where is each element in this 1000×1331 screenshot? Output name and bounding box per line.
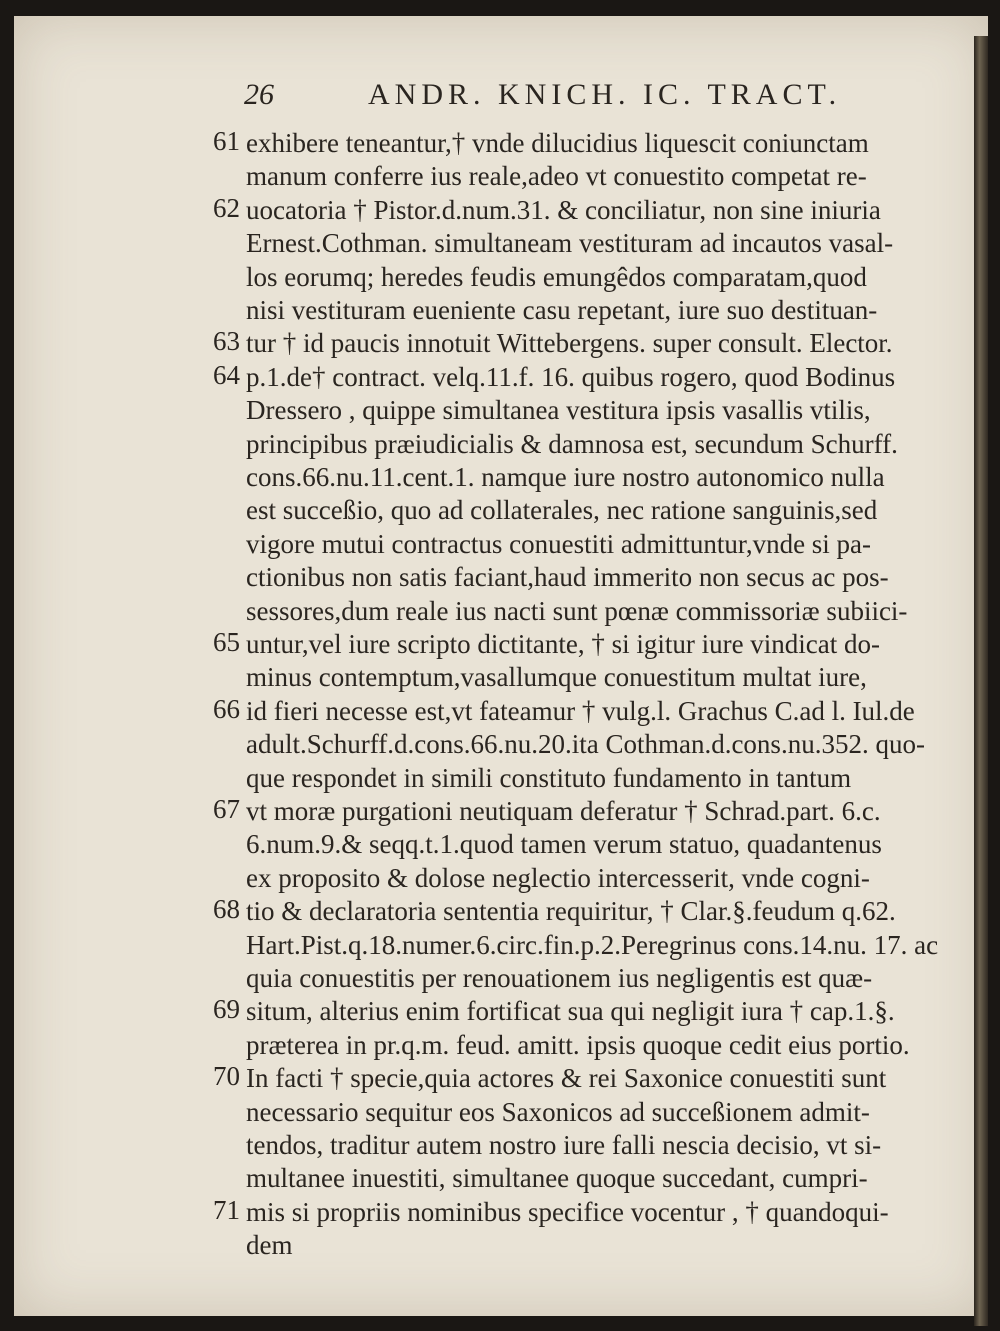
line-text: id fieri necesse est,vt fateamur † vulg.l. Grachus C.ad l. Iul.de: [246, 695, 915, 726]
page-number: 26: [244, 78, 274, 111]
line-text: cons.66.nu.11.cent.1. namque iure nostro autonomico nulla: [246, 462, 885, 492]
line-text: principibus præiudicialis & damnosa est, secundum Schurff.: [246, 428, 898, 459]
line-text: tur † id paucis innotuit Wittebergens. super consult. Elector.: [246, 328, 893, 359]
margin-note-number: 68: [213, 894, 240, 925]
margin-note-number: 70: [213, 1061, 240, 1092]
line-text: tendos, traditur autem nostro iure falli nescia decisio, vt si-: [246, 1130, 882, 1160]
line-text: vigore mutui contractus conuestiti admittuntur,vnde si pa-: [246, 528, 872, 559]
line-text: præterea in pr.q.m. feud. amitt. ipsis quoque cedit eius portio.: [246, 1029, 910, 1060]
margin-note-number: 65: [213, 627, 240, 657]
line-text: Hart.Pist.q.18.numer.6.circ.fin.p.2.Peregrinus cons.14.nu. 17. ac: [246, 929, 939, 960]
line-text: In facti † specie,quia actores & rei Saxonice conuestiti sunt: [246, 1063, 887, 1094]
line-text: los eorumq; heredes feudis emungêdos comparatam,quod: [246, 261, 867, 292]
margin-note-number: 69: [213, 994, 240, 1025]
line-text: uocatoria † Pistor.d.num.31. & conciliatur, non sine iniuria: [246, 194, 881, 225]
margin-note-number: 64: [213, 359, 240, 390]
margin-note-number: 67: [213, 794, 240, 824]
line-text: Ernest.Cothman. simultaneam vestituram ad incautos vasal-: [246, 228, 894, 259]
line-text: Dressero , quippe simultanea vestitura ipsis vasallis vtilis,: [246, 395, 871, 426]
line-text: manum conferre ius reale,adeo vt conuestito competat re-: [246, 161, 867, 192]
line-text: tio & declaratoria sententia requiritur, † Clar.§.feudum q.62.: [246, 896, 896, 927]
line-text: minus contemptum,vasallumque conuestitum multat iure,: [246, 662, 867, 693]
line-text: quia conuestitis per renouationem ius negligentis est quæ-: [246, 963, 873, 993]
margin-note-number: 63: [213, 326, 240, 357]
line-text: vt moræ purgationi neutiquam deferatur † Schrad.part. 6.c.: [246, 796, 881, 826]
line-text: mis si propriis nominibus specifice vocentur , † quandoqui-: [246, 1196, 889, 1227]
line-text: ctionibus non satis faciant,haud immerito non secus ac pos-: [246, 562, 889, 593]
margin-note-number: 62: [213, 192, 240, 223]
page-header: [244, 78, 844, 122]
line-text: situm, alterius enim fortificat sua qui negligit iura † cap.1.§.: [246, 996, 895, 1027]
margin-note-number: 61: [213, 126, 240, 156]
line-text: necessario sequitur eos Saxonicos ad succeßionem admit-: [246, 1096, 870, 1127]
line-text: adult.Schurff.d.cons.66.nu.20.ita Cothman.d.cons.nu.352. quo-: [246, 729, 925, 760]
line-text: que respondet in simili constituto fundamento in tantum: [246, 762, 852, 793]
line-text: untur,vel iure scripto dictitante, † si igitur iure vindicat do-: [246, 629, 881, 659]
running-title: ANDR. KNICH. IC. TRACT.: [368, 78, 842, 111]
line-text: sessores,dum reale ius nacti sunt pœnæ commissoriæ subiici-: [246, 595, 908, 626]
line-text: est succeßio, quo ad collaterales, nec ratione sanguinis,sed: [246, 495, 878, 526]
text-line: [0, 1228, 1000, 1268]
line-text: nisi vestituram eueniente casu repetant, iure suo destituan-: [246, 295, 878, 325]
line-text: p.1.de† contract. velq.11.f. 16. quibus rogero, quod Bodinus: [246, 361, 896, 392]
margin-note-number: 71: [213, 1194, 240, 1225]
line-text: exhibere teneantur,† vnde dilucidius liquescit coniunctam: [246, 128, 869, 158]
line-text: ex proposito & dolose neglectio intercesserit, vnde cogni-: [246, 862, 870, 893]
line-text: dem: [246, 1230, 293, 1261]
line-text: 6.num.9.& seqq.t.1.quod tamen verum statuo, quadantenus: [246, 829, 882, 860]
line-text: multanee inuestiti, simultanee quoque succedant, cumpri-: [246, 1163, 868, 1194]
margin-note-number: 66: [213, 693, 240, 724]
